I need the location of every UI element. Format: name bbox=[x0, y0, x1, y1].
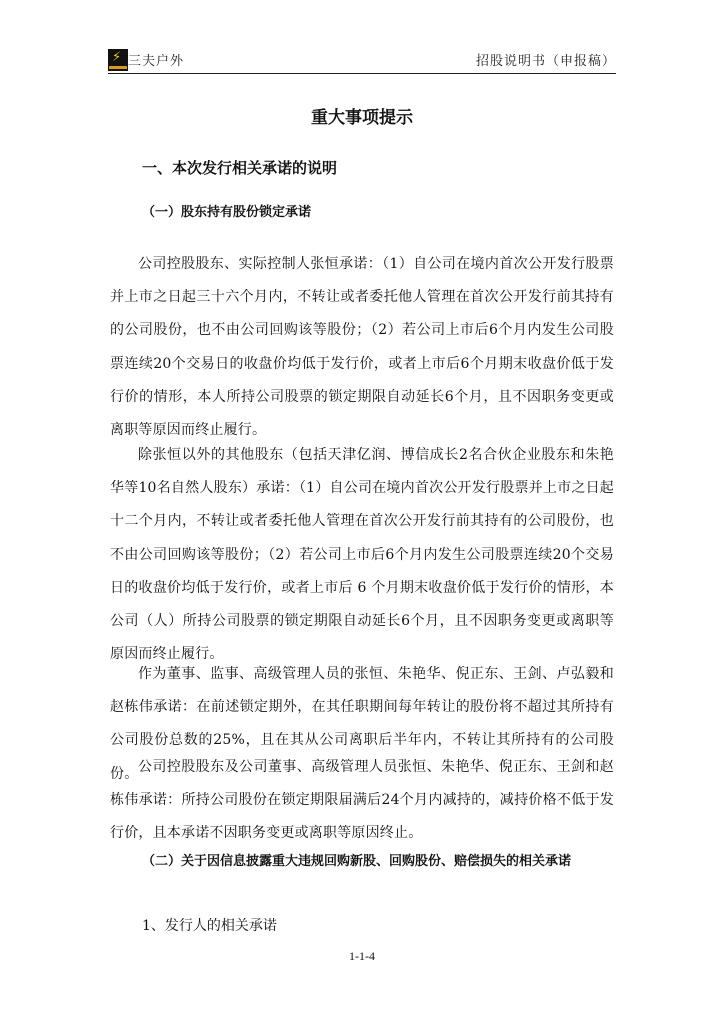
header-divider bbox=[108, 73, 616, 74]
paragraph-controlling-shareholder: 公司控股股东、实际控制人张恒承诺：（1）自公司在境内首次公开发行股票并上市之日起三十六个月内，不转让或者委托他人管理在首次公开发行前其持有的公司股份，也不由公司回购该等股份；（2）若公司上市后6个月内发生公司股票连续20个交易日的收盘价均低于发行价，或者上市后6个月期末收盘价低于发行价的情形，本人所持公司股票的锁定期限自动延长6个月，且不因职务变更或离职等原因而终止履行。 bbox=[110, 256, 614, 439]
page-number: 1-1-4 bbox=[349, 949, 375, 963]
subsection-heading-lockup: （一）股东持有股份锁定承诺 bbox=[142, 205, 312, 220]
subsection-heading-disclosure: （二）关于因信息披露重大违规回购新股、回购股份、赔偿损失的相关承诺 bbox=[142, 854, 572, 869]
company-logo bbox=[108, 49, 128, 71]
document-type: 招股说明书（申报稿） bbox=[475, 54, 616, 69]
section-heading: 一、本次发行相关承诺的说明 bbox=[142, 159, 338, 177]
page-title: 重大事项提示 bbox=[311, 108, 413, 128]
lightning-bolt-icon: ⚡ bbox=[112, 50, 122, 65]
paragraph-reduction-price: 公司控股股东及公司董事、高级管理人员张恒、朱艳华、倪正东、王剑和赵栋伟承诺：所持公司股份在锁定期限届满后24个月内减持的，减持价格不低于发行价，且本承诺不因职务变更或离职等原因终止。 bbox=[110, 759, 614, 842]
paragraph-directors-officers: 作为董事、监事、高级管理人员的张恒、朱艳华、倪正东、王剑、卢弘毅和赵栋伟承诺：在前述锁定期外，在其任职期间每年转让的股份将不超过其所持有公司股份总数的25%，且在其从公司离职后半年内，不转让其所持有的公司股份。 bbox=[110, 666, 614, 782]
paragraph-other-shareholders: 除张恒以外的其他股东（包括天津亿润、博信成长2名合伙企业股东和朱艳华等10名自然人股东）承诺：（1）自公司在境内首次公开发行股票并上市之日起十二个月内，不转让或者委托他人管理在首次公开发行前其持有的公司股份，也不由公司回购该等股份；（2）若公司上市后6个月内发生公司股票连续20个交易日的收盘价均低于发行价，或者上市后 6 个月期末收盘价低于发行价的情形，本公司（人）所持公司股票的锁定期限自动延长6个月，且不因职务变更或离职等原因而终止履行。 bbox=[110, 447, 614, 663]
company-name: 三夫户外 bbox=[128, 54, 185, 69]
item-issuer-commitment: 1、发行人的相关承诺 bbox=[142, 918, 277, 934]
logo-stripe bbox=[109, 66, 127, 69]
page-header bbox=[108, 48, 616, 74]
